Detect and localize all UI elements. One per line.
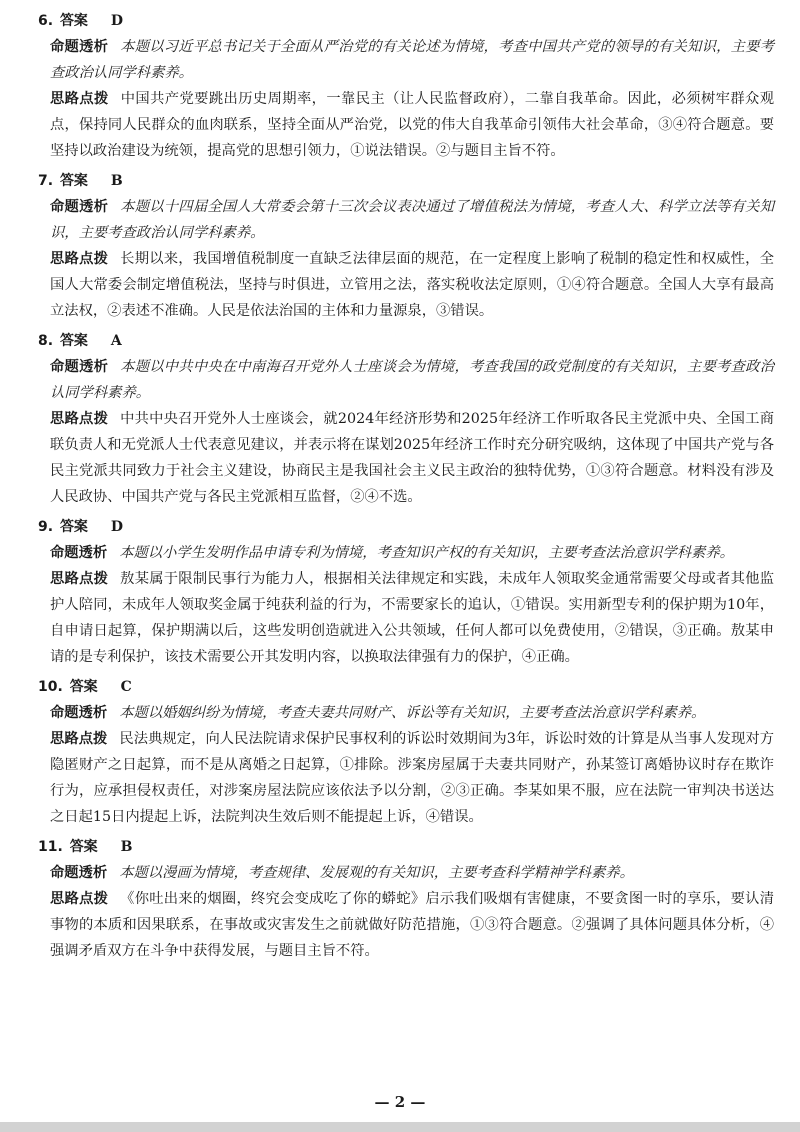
answer-label: 答案: [69, 839, 98, 855]
answer-header: [38, 674, 774, 700]
analysis-paragraph: [50, 194, 774, 246]
analysis-paragraph: [50, 34, 774, 86]
question-number: 6.: [38, 13, 54, 29]
guide-label: 思路点拨: [50, 411, 109, 427]
answer-item-8: [38, 328, 774, 510]
answer-item-7: [38, 168, 774, 324]
answer-list: [38, 8, 774, 968]
answer-value: B: [110, 173, 123, 189]
guide-text: 中共中央召开党外人士座谈会，就2024年经济形势和2025年经济工作听取各民主党派中央、全国工商联负责人和无党派人士代表意见建议，并表示将在谋划2025年经济工作时充分研究吸纳，这体现了中国共产党与各民主党派共同致力于社会主义建设，协商民主是我国社会主义民主政治的独特优势，①③符合题意。材料没有涉及人民政协、中国共产党与各民主党派相互监督，②④不选。: [50, 411, 775, 505]
guide-paragraph: [50, 886, 774, 964]
guide-paragraph: [50, 726, 774, 830]
analysis-label: 命题透析: [50, 705, 108, 721]
analysis-label: 命题透析: [50, 545, 108, 561]
question-number: 7.: [38, 173, 54, 189]
analysis-label: 命题透析: [50, 39, 109, 55]
answer-header: [38, 328, 774, 354]
answer-item-6: [38, 8, 774, 164]
answer-header: [38, 8, 774, 34]
analysis-text: 本题以习近平总书记关于全面从严治党的有关论述为情境，考查中国共产党的领导的有关知识，主要考查政治认同学科素养。: [50, 39, 775, 81]
answer-value: D: [110, 13, 123, 29]
guide-label: 思路点拨: [50, 571, 109, 587]
analysis-paragraph: [50, 540, 774, 566]
guide-label: 思路点拨: [50, 891, 109, 907]
answer-item-11: [38, 834, 774, 964]
question-number: 9.: [38, 519, 54, 535]
question-number: 8.: [38, 333, 54, 349]
analysis-paragraph: [50, 860, 774, 886]
analysis-text: 本题以十四届全国人大常委会第十三次会议表决通过了增值税法为情境，考查人大、科学立法等有关知识，主要考查政治认同学科素养。: [50, 199, 775, 241]
answer-label: 答案: [59, 13, 88, 29]
answer-label: 答案: [69, 679, 98, 695]
analysis-text: 本题以漫画为情境，考查规律、发展观的有关知识，主要考查科学精神学科素养。: [119, 865, 634, 881]
analysis-label: 命题透析: [50, 359, 109, 375]
answer-label: 答案: [59, 519, 88, 535]
guide-text: 敖某属于限制民事行为能力人，根据相关法律规定和实践，未成年人领取奖金通常需要父母或者其他监护人陪同，未成年人领取奖金属于纯获利益的行为，不需要家长的追认，①错误。实用新型专利的保护期为10年，自申请日起算，保护期满以后，这些发明创造就进入公共领域，任何人都可以免费使用，②错误，③正确。敖某申请的是专利保护，该技术需要公开其发明内容，以换取法律强有力的保护，④正确。: [50, 571, 775, 665]
answer-item-10: [38, 674, 774, 830]
answer-value: B: [120, 839, 133, 855]
guide-paragraph: [50, 406, 774, 510]
page-bottom-band: [0, 1122, 800, 1132]
page-number: — 2 —: [374, 1093, 426, 1111]
answer-header: [38, 514, 774, 540]
question-number: 11.: [38, 839, 63, 855]
guide-text: 长期以来，我国增值税制度一直缺乏法律层面的规范，在一定程度上影响了税制的稳定性和权威性，全国人大常委会制定增值税法，坚持与时俱进，立管用之法，落实税收法定原则，①④符合题意。全国人大享有最高立法权，②表述不准确。人民是依法治国的主体和力量源泉，③错误。: [50, 251, 775, 319]
answer-label: 答案: [59, 173, 88, 189]
answer-header: [38, 834, 774, 860]
guide-label: 思路点拨: [50, 251, 109, 267]
guide-text: 《你吐出来的烟圈，终究会变成吃了你的蟒蛇》启示我们吸烟有害健康，不要贪图一时的享乐，要认清事物的本质和因果联系，在事故或灾害发生之前就做好防范措施，①③符合题意。②强调了具体问题具体分析，④强调矛盾双方在斗争中获得发展，与题目主旨不符。: [50, 891, 775, 959]
analysis-text: 本题以中共中央在中南海召开党外人士座谈会为情境，考查我国的政党制度的有关知识，主要考查政治认同学科素养。: [50, 359, 775, 401]
question-number: 10.: [38, 679, 63, 695]
answer-item-9: [38, 514, 774, 670]
guide-text: 中国共产党要跳出历史周期率，一靠民主（让人民监督政府），二靠自我革命。因此，必须树牢群众观点，保持同人民群众的血肉联系，坚持全面从严治党，以党的伟大自我革命引领伟大社会革命，③④符合题意。要坚持以政治建设为统领，提高党的思想引领力，①说法错误。②与题目主旨不符。: [50, 91, 774, 159]
answer-value: C: [120, 679, 132, 695]
answer-header: [38, 168, 774, 194]
analysis-paragraph: [50, 354, 774, 406]
answer-label: 答案: [59, 333, 88, 349]
answer-value: A: [110, 333, 122, 349]
analysis-text: 本题以小学生发明作品申请专利为情境，考查知识产权的有关知识，主要考查法治意识学科素养。: [119, 545, 734, 561]
guide-paragraph: [50, 86, 774, 164]
analysis-label: 命题透析: [50, 865, 108, 881]
analysis-text: 本题以婚姻纠纷为情境，考查夫妻共同财产、诉讼等有关知识，主要考查法治意识学科素养。: [119, 705, 706, 721]
analysis-paragraph: [50, 700, 774, 726]
guide-paragraph: [50, 246, 774, 324]
guide-label: 思路点拨: [50, 91, 109, 107]
guide-label: 思路点拨: [50, 731, 108, 747]
analysis-label: 命题透析: [50, 199, 109, 215]
guide-text: 民法典规定，向人民法院请求保护民事权利的诉讼时效期间为3年，诉讼时效的计算是从当事人发现对方隐匿财产之日起算，而不是从离婚之日起算，①排除。涉案房屋属于夫妻共同财产，孙某签订离婚协议时存在欺诈行为，应承担侵权责任，对涉案房屋法院应该依法予以分割，②③正确。李某如果不服，应在法院一审判决书送达之日起15日内提起上诉，法院判决生效后则不能提起上诉，④错误。: [50, 731, 775, 825]
guide-paragraph: [50, 566, 774, 670]
answer-value: D: [110, 519, 123, 535]
